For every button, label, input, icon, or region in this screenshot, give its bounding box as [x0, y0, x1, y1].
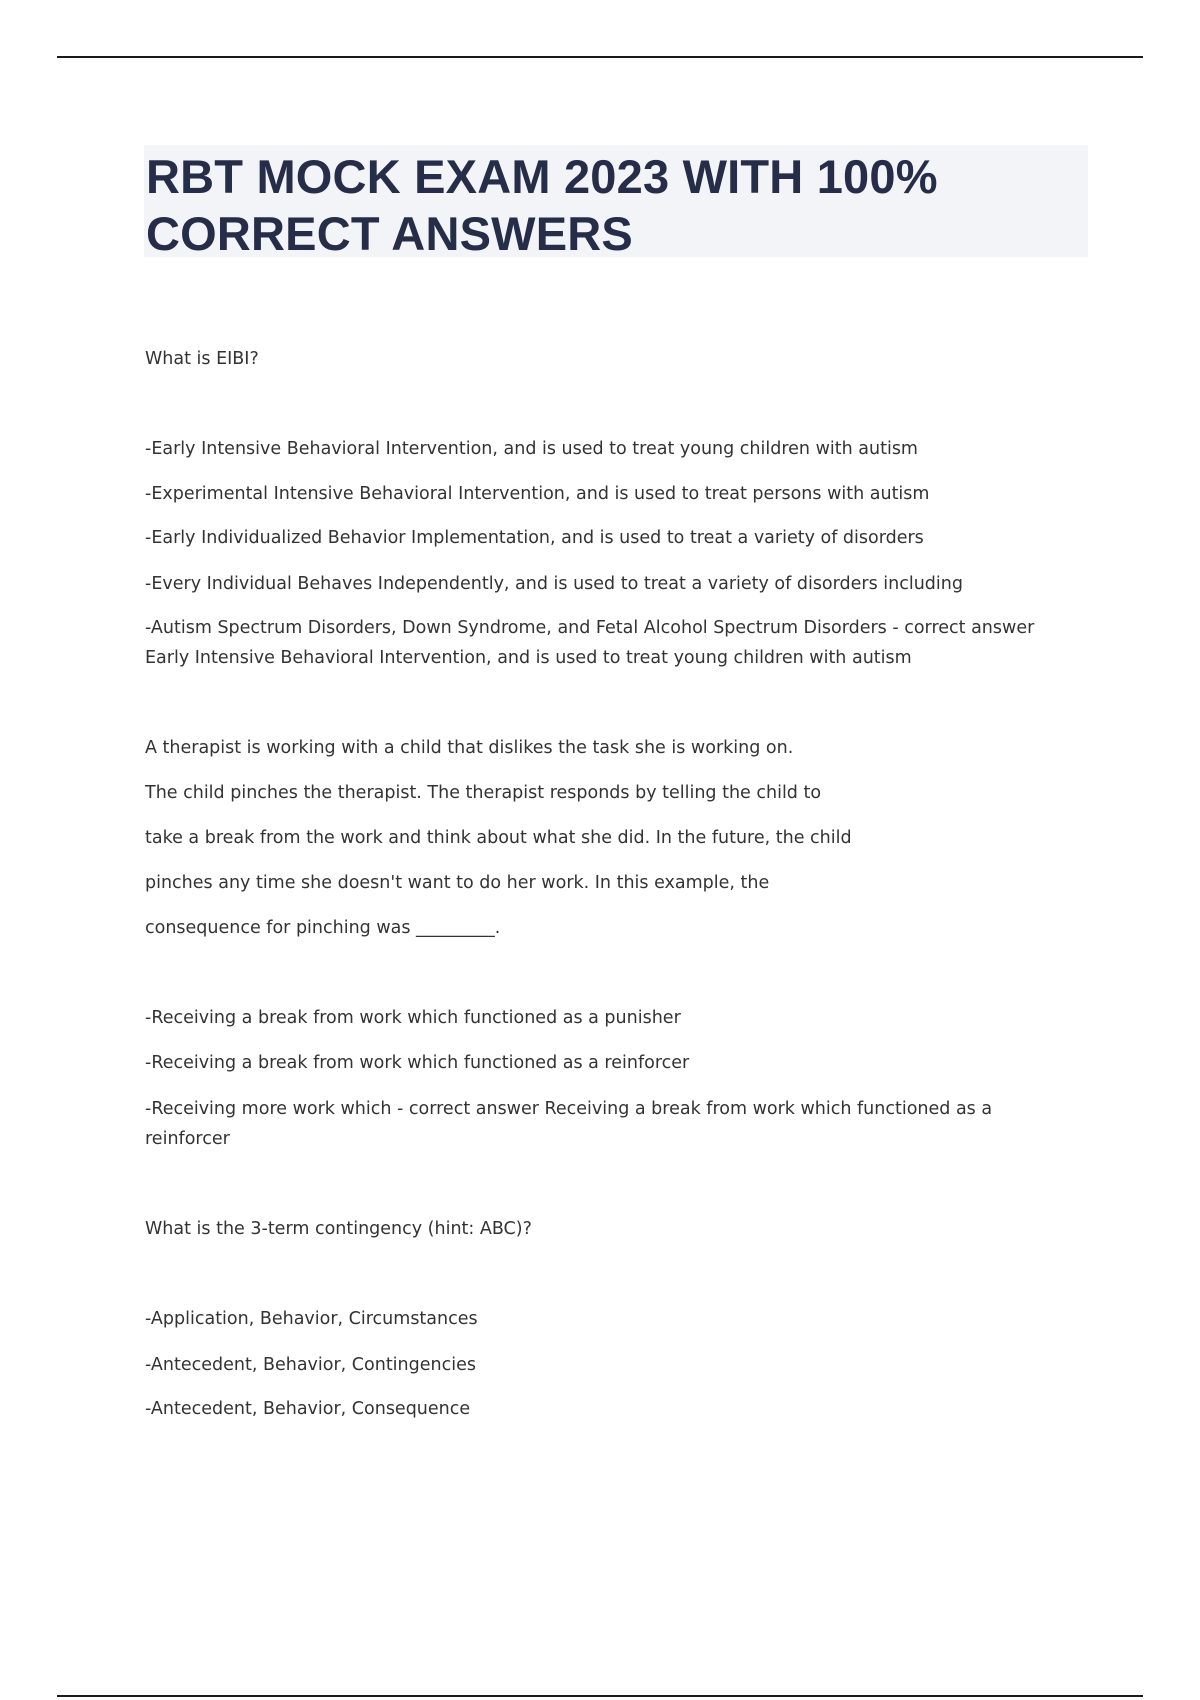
- question-prompt: What is the 3-term contingency (hint: ABC)?: [145, 1219, 532, 1239]
- footer-rule: [57, 1695, 1143, 1697]
- question-prompt: pinches any time she doesn't want to do her work. In this example, the: [145, 873, 770, 893]
- question-prompt: A therapist is working with a child that dislikes the task she is working on.: [145, 738, 794, 758]
- answer-option-with-correct-answer: -Receiving more work which - correct answer Receiving a break from work which functioned as a reinforcer: [145, 1099, 993, 1149]
- question-block: [145, 1214, 1075, 1424]
- answer-option: -Antecedent, Behavior, Contingencies: [145, 1355, 476, 1375]
- spacer: [145, 1244, 1075, 1304]
- answer-option: -Early Intensive Behavioral Intervention, and is used to treat young children with autism: [145, 439, 918, 459]
- answer-option: -Receiving a break from work which functioned as a reinforcer: [145, 1053, 690, 1073]
- question-prompt: The child pinches the therapist. The therapist responds by telling the child to: [145, 783, 822, 803]
- answer-option: -Receiving a break from work which functioned as a punisher: [145, 1008, 681, 1028]
- answer-option-with-correct-answer: -Autism Spectrum Disorders, Down Syndrome, and Fetal Alcohol Spectrum Disorders - correct answer Early Intensive Behavioral Intervention, and is used to treat young children with autism: [145, 618, 1035, 668]
- question-prompt: What is EIBI?: [145, 349, 259, 369]
- answer-option: -Application, Behavior, Circumstances: [145, 1309, 478, 1329]
- document-title: RBT MOCK EXAM 2023 WITH 100% CORRECT ANSWERS: [146, 150, 938, 260]
- question-block: [145, 733, 1075, 1154]
- document-body: [145, 344, 1075, 1424]
- spacer: [145, 673, 1075, 733]
- question-block: [145, 344, 1075, 673]
- answer-option: -Antecedent, Behavior, Consequence: [145, 1399, 471, 1419]
- question-prompt: take a break from the work and think about what she did. In the future, the child: [145, 828, 852, 848]
- header-rule: [57, 56, 1143, 58]
- spacer: [145, 374, 1075, 434]
- answer-option: -Experimental Intensive Behavioral Intervention, and is used to treat persons with autism: [145, 484, 930, 504]
- spacer: [145, 1154, 1075, 1214]
- answer-option: -Every Individual Behaves Independently, and is used to treat a variety of disorders including: [145, 574, 963, 594]
- answer-option: -Early Individualized Behavior Implementation, and is used to treat a variety of disorders: [145, 528, 924, 548]
- spacer: [145, 943, 1075, 1003]
- question-prompt: consequence for pinching was _________.: [145, 918, 501, 938]
